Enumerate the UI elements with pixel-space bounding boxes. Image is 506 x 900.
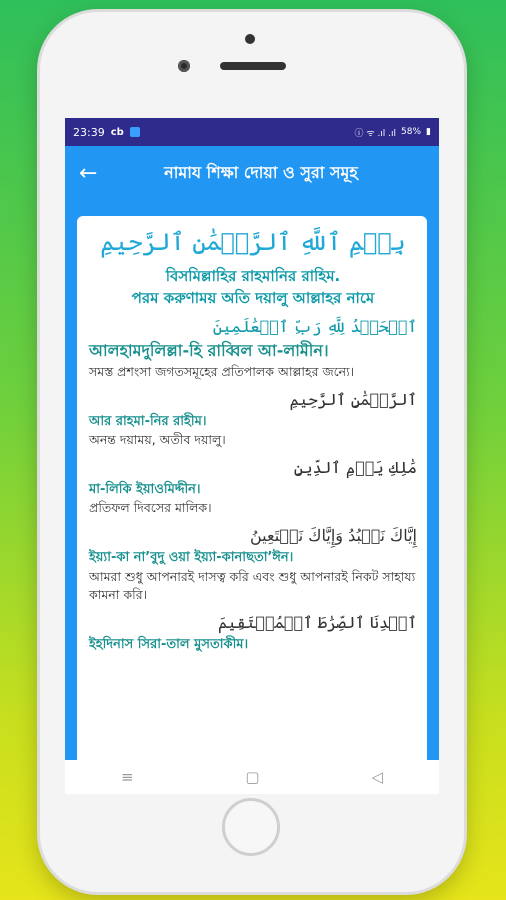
system-nav-bar [65, 760, 439, 794]
app-toolbar [65, 146, 439, 200]
proximity-sensor [245, 34, 255, 44]
verse-arabic: مَٰلِكِ يَوۡمِ ٱلدِّينِ [293, 457, 417, 477]
verse-transliteration: ইহদিনাস সিরা-তাল মুসতাকীম। [89, 637, 249, 653]
verse-arabic: ٱلۡحَمۡدُ لِلَّهِ رَبِّ ٱلۡعَٰلَمِينَ [212, 316, 417, 336]
front-camera [178, 60, 190, 72]
back-icon[interactable]: ◁ [371, 768, 384, 786]
verse-4 [89, 524, 417, 605]
app-screen [65, 118, 439, 794]
phone-home-button[interactable] [222, 798, 280, 856]
page-title: নামায শিক্ষা দোয়া ও সুরা সমূহ [164, 162, 358, 182]
verse-5 [89, 611, 417, 655]
bismillah-meaning: পরম করুণাময় অতি দয়ালু আল্লাহর নামে [131, 288, 375, 307]
home-icon[interactable]: ▢ [245, 768, 260, 786]
signal-icons: ⓘ ᯤ .ıl .ıl [354, 128, 397, 139]
verse-arabic: ٱلرَّحۡمَٰنِ ٱلرَّحِيمِ [289, 389, 417, 409]
verse-meaning: সমস্ত প্রশংসা জগতসমূহের প্রতিপালক আল্লাহর জন্যে। [89, 363, 355, 379]
battery-icon: ▮ [426, 127, 431, 137]
status-time: 23:39 [73, 125, 105, 139]
bismillah-bangla: বিসমিল্লাহির রাহমানির রাহিম. [165, 266, 341, 285]
content-area[interactable] [65, 200, 439, 760]
verse-1 [89, 315, 417, 382]
recent-apps-icon[interactable]: ≡ [120, 768, 134, 786]
arrow-left-icon[interactable]: ← [79, 160, 98, 186]
verse-transliteration: ইয়্যা-কা না’বুদু ওয়া ইয়্যা-কানাছতা’ঈন। [89, 550, 294, 566]
notification-app-icon: cb [110, 126, 124, 138]
verse-arabic: إِيَّاكَ نَعۡبُدُ وَإِيَّاكَ نَسۡتَعِينُ [250, 526, 417, 546]
phone-frame [40, 12, 464, 892]
notification-square-icon [130, 127, 140, 137]
verse-2 [89, 388, 417, 450]
verse-3 [89, 456, 417, 518]
earpiece-speaker [220, 62, 286, 70]
status-bar [65, 118, 439, 146]
verse-meaning: অনন্ত দয়াময়, অতীব দয়ালু। [89, 432, 226, 448]
bismillah-arabic: بِسۡمِ ٱللَّهِ ٱلرَّحۡمَٰنِ ٱلرَّحِيمِ [100, 228, 406, 256]
surah-card [77, 216, 427, 760]
verse-meaning: প্রতিফল দিবসের মালিক। [89, 500, 212, 516]
verse-arabic: ٱهۡدِنَا ٱلصِّرَٰطَ ٱلۡمُسۡتَقِيمَ [217, 613, 417, 633]
verse-transliteration: আলহামদুলিল্লা-হি রাব্বিল আ-লামীন। [89, 340, 329, 360]
battery-level: 58% [401, 127, 422, 137]
verse-transliteration: আর রাহমা-নির রাহীম। [89, 413, 207, 429]
verse-meaning: আমরা শুধু আপনারই দাসত্ব করি এবং শুধু আপনারই নিকট সাহায্য কামনা করি। [89, 568, 416, 603]
verse-transliteration: মা-লিকি ইয়াওমিদ্দীন। [89, 481, 201, 497]
